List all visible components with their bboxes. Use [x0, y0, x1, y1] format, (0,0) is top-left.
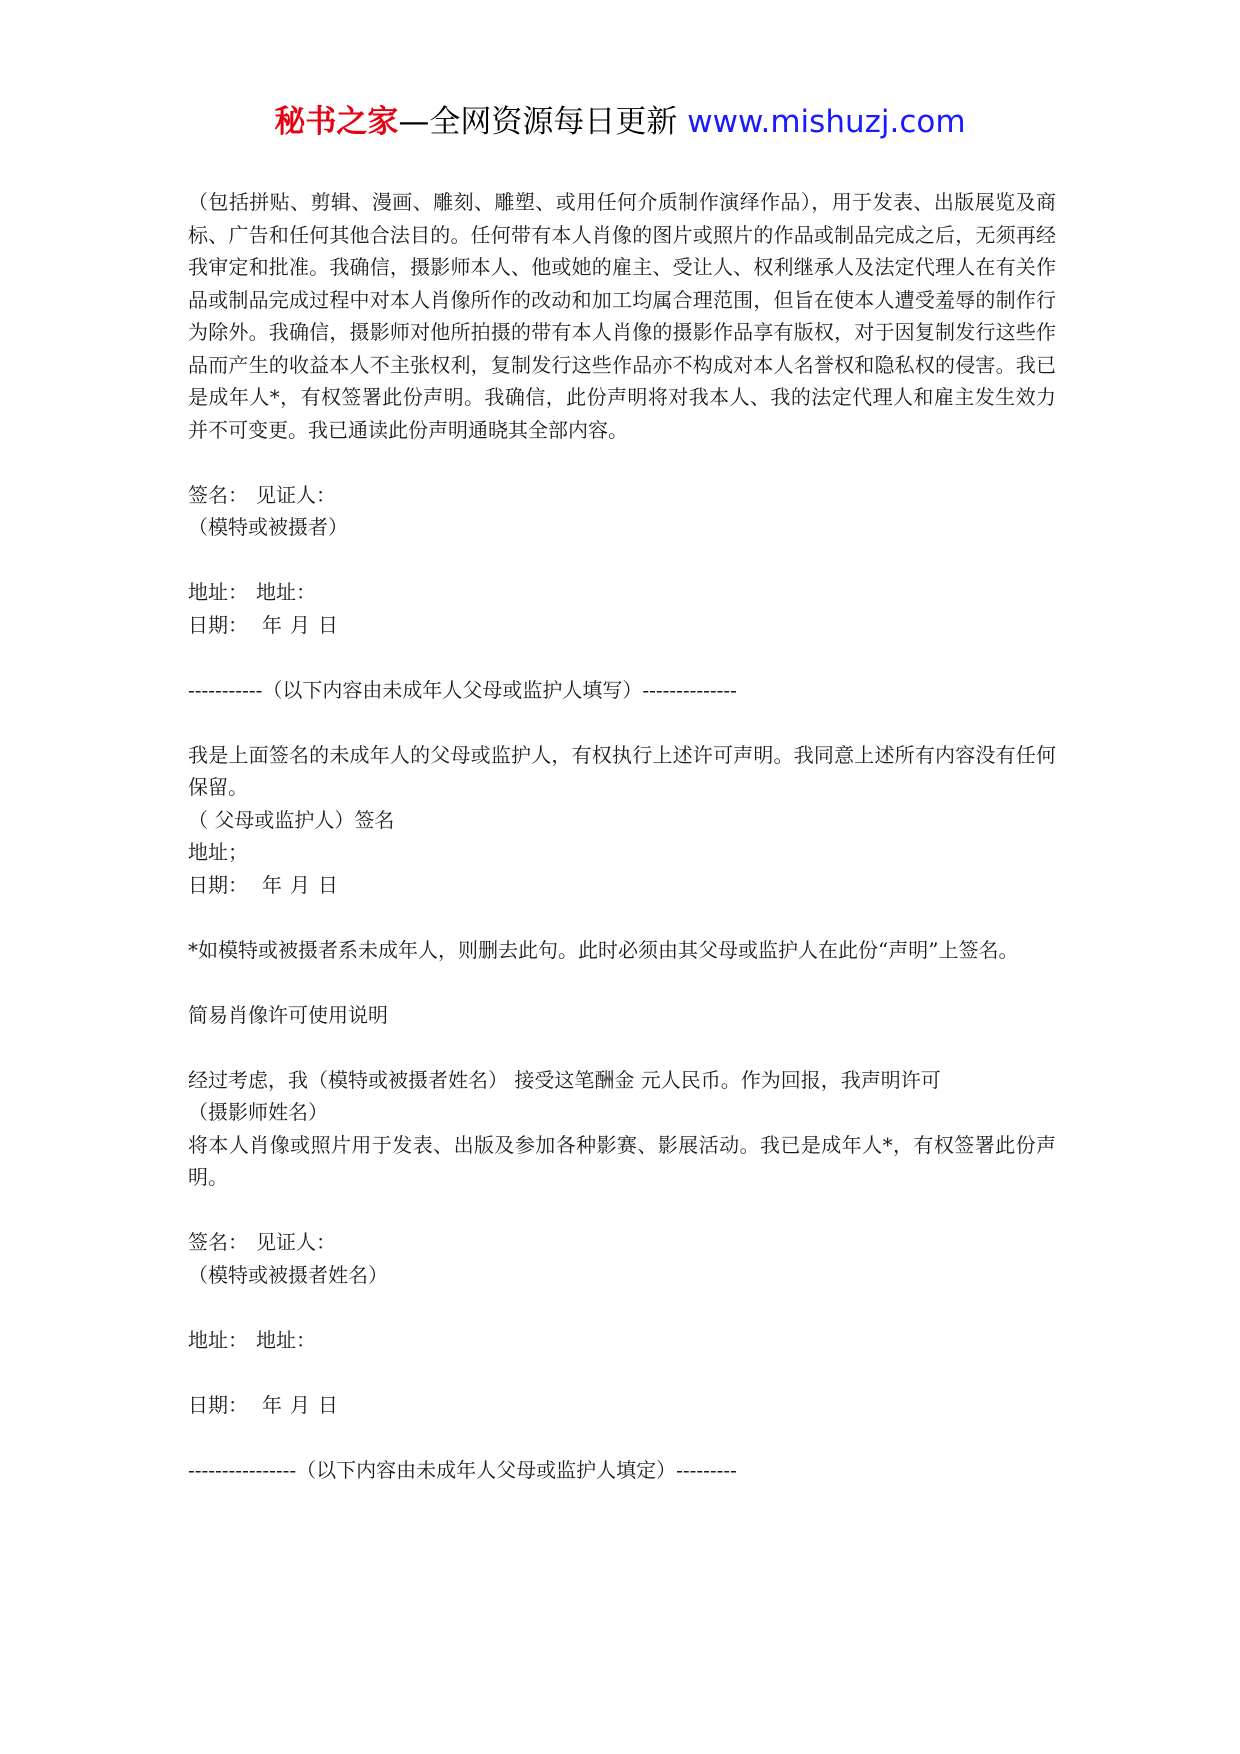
- payment-line: 经过考虑，我（模特或被摄者姓名） 接受这笔酬金 元人民币。作为回报，我声明许可: [188, 1067, 941, 1092]
- divider-line: -----------（以下内容由未成年人父母或监护人填写）--------------: [188, 677, 737, 702]
- date-month: 月: [290, 872, 310, 897]
- sign-note: （模特或被摄者）: [188, 515, 348, 539]
- address-line: [188, 576, 1056, 609]
- signature-line-2: [188, 1226, 1056, 1259]
- page-header: [0, 100, 1240, 144]
- header-tagline: —全网资源每日更新: [398, 104, 688, 140]
- witness-label: 见证人：: [256, 1230, 336, 1254]
- address-label-2: 地址：: [256, 1327, 316, 1352]
- consent-paragraph: （包括拼贴、剪辑、漫画、雕刻、雕塑、或用任何介质制作演绎作品），用于发表、出版展览及商标、广告和任何其他合法目的。任何带有本人肖像的图片或照片的作品或制品完成之后，无须再经我审定和批准。我确信，摄影师本人、他或她的雇主、受让人、权利继承人及法定代理人在有关作品或制品完成过程中对本人肖像所作的改动和加工均属合理范围，但旨在使本人遭受羞辱的制作行为除外。我确信，摄影师对他所拍摄的带有本人肖像的摄影作品享有版权，对于因复制发行这些作品而产生的收益本人不主张权利，复制发行这些作品亦不构成对本人名誉权和隐私权的侵害。我已是成年人*，有权签署此份声明。我确信，此份声明将对我本人、我的法定代理人和雇主发生效力并不可变更。我已通读此份声明通晓其全部内容。: [188, 190, 1056, 442]
- date-line: [188, 609, 1056, 642]
- date-day: 日: [318, 1392, 338, 1417]
- date-year: 年: [262, 872, 282, 897]
- brand-name: 秘书之家: [274, 104, 399, 140]
- guardian-date-line: [188, 869, 1056, 902]
- divider-line-2: ----------------（以下内容由未成年人父母或监护人填定）---------: [188, 1457, 737, 1482]
- date-label: 日期：: [188, 872, 248, 897]
- address-label: 地址：: [188, 1327, 248, 1352]
- signature-line: [188, 479, 1056, 512]
- date-day: 日: [318, 872, 338, 897]
- date-label: 日期：: [188, 612, 248, 637]
- date-year: 年: [262, 1392, 282, 1417]
- usage-paragraph: 将本人肖像或照片用于发表、出版及参加各种影赛、影展活动。我已是成年人*，有权签署此份声明。: [188, 1132, 1056, 1189]
- address-label: 地址：: [188, 580, 248, 604]
- footnote: *如模特或被摄者系未成年人，则删去此句。此时必须由其父母或监护人在此份“声明”上签名。: [188, 937, 1019, 962]
- sign-label: 签名：: [188, 1230, 248, 1254]
- photographer-line: （摄影师姓名）: [188, 1100, 328, 1124]
- guardian-sign-line: （ 父母或监护人）签名: [188, 807, 395, 832]
- date-month: 月: [290, 1392, 310, 1417]
- date-year: 年: [262, 612, 282, 637]
- sign-label: 签名：: [188, 482, 248, 507]
- witness-label: 见证人：: [256, 482, 336, 507]
- date-line-2: [188, 1389, 1056, 1422]
- guardian-address-line: 地址；: [188, 840, 248, 864]
- section-title: 简易肖像许可使用说明: [188, 1002, 388, 1027]
- site-url: www.mishuzj.com: [687, 104, 966, 140]
- guardian-paragraph: 我是上面签名的未成年人的父母或监护人，有权执行上述许可声明。我同意上述所有内容没有任何保留。: [188, 742, 1056, 799]
- date-label: 日期：: [188, 1392, 248, 1417]
- date-month: 月: [290, 612, 310, 637]
- document-body: [188, 186, 1056, 1486]
- address-label-2: 地址：: [256, 580, 316, 604]
- date-day: 日: [318, 612, 338, 637]
- address-line-2: [188, 1324, 1056, 1357]
- sign-note-2: （模特或被摄者姓名）: [188, 1262, 388, 1287]
